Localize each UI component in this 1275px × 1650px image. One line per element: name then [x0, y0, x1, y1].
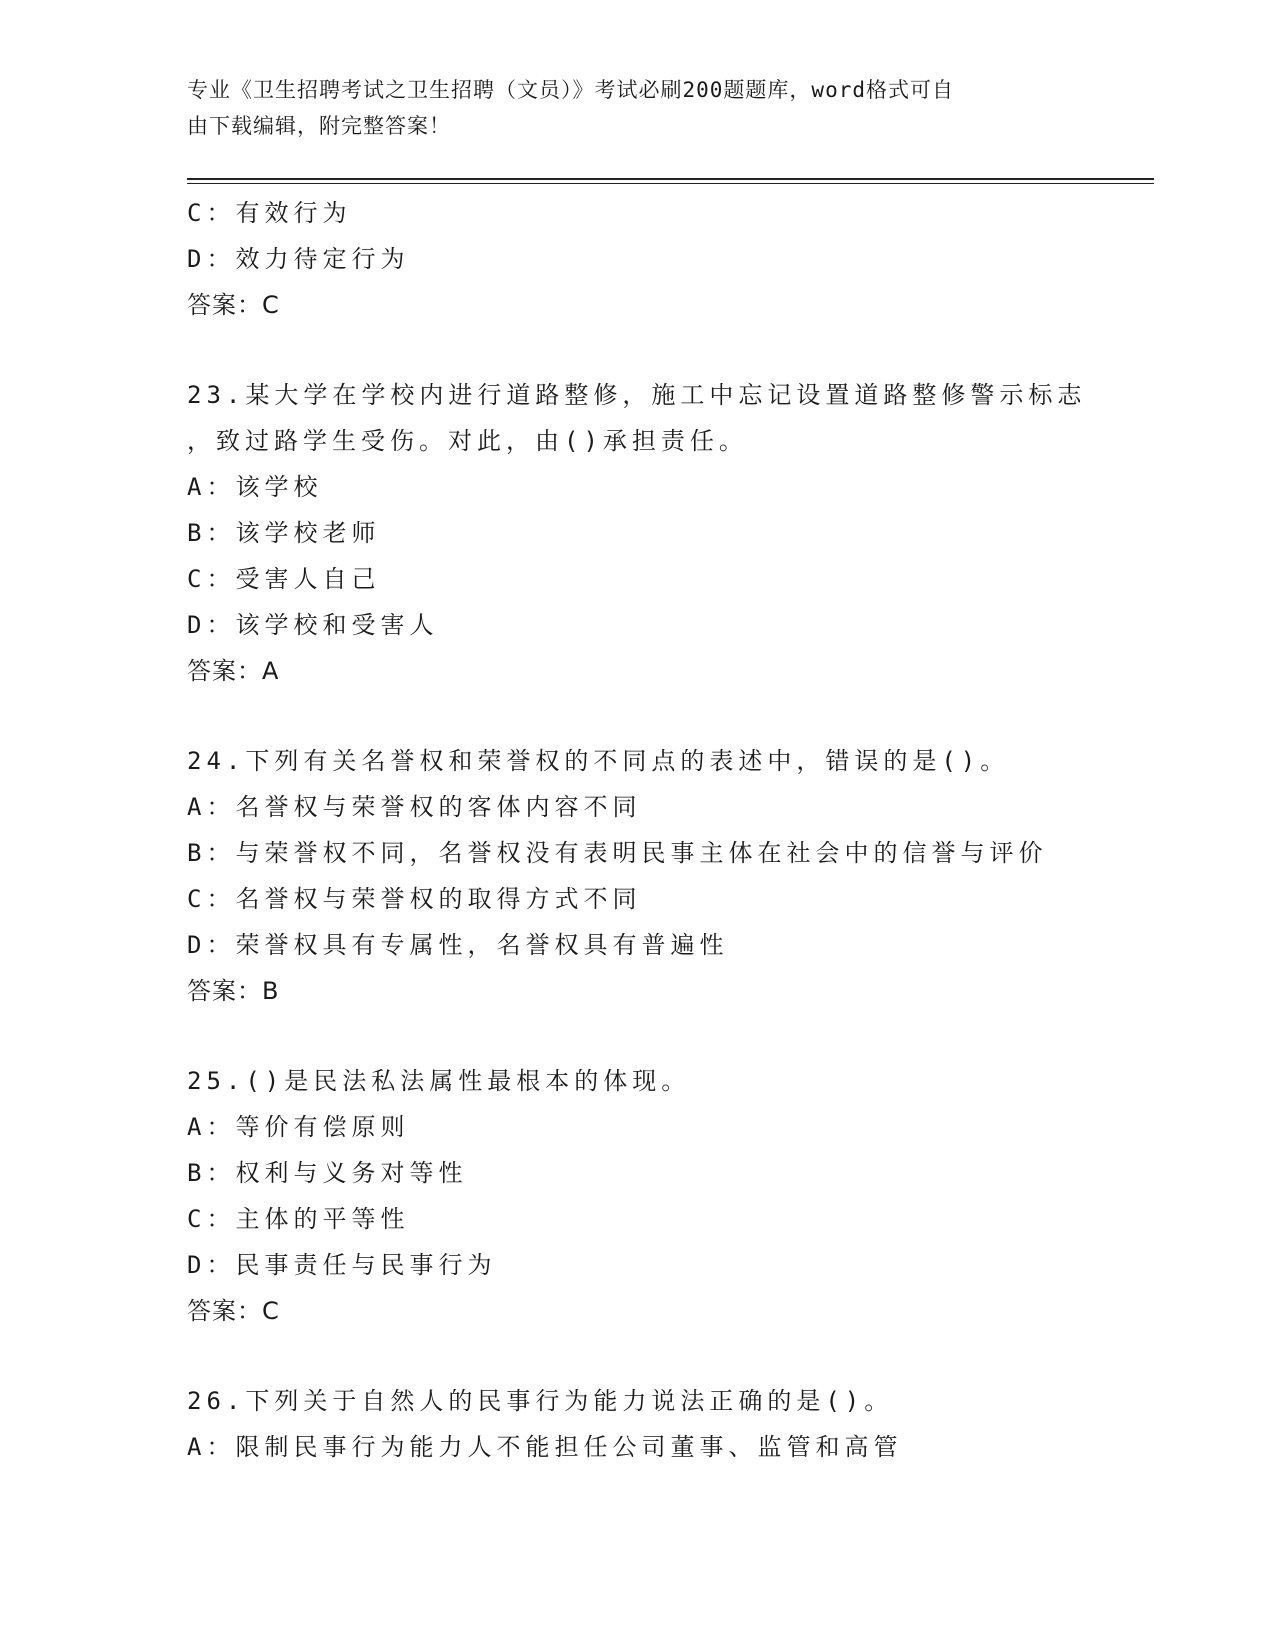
- answer: 答案：B: [187, 977, 280, 1005]
- question-24: [187, 738, 1137, 1014]
- question-22-continuation: [187, 190, 1137, 328]
- question-stem: 25.()是民法私法属性最根本的体现。: [187, 1067, 691, 1095]
- answer: 答案：C: [187, 291, 280, 319]
- option-b: B：权利与义务对等性: [187, 1159, 468, 1187]
- question-stem: 26.下列关于自然人的民事行为能力说法正确的是()。: [187, 1387, 894, 1415]
- header-line-1: 专业《卫生招聘考试之卫生招聘（文员）》考试必刷200题题库，word格式可自: [187, 78, 954, 102]
- option-b: B：与荣誉权不同，名誉权没有表明民事主体在社会中的信誉与评价: [187, 839, 1048, 867]
- header-line-2: 由下载编辑，附完整答案！: [187, 114, 451, 138]
- question-25: [187, 1058, 1137, 1334]
- option-d: D：民事责任与民事行为: [187, 1251, 497, 1279]
- header-divider-thick: [187, 178, 1154, 180]
- option-d: D：效力待定行为: [187, 245, 410, 273]
- option-c: C：有效行为: [187, 199, 352, 227]
- option-c: C：名誉权与荣誉权的取得方式不同: [187, 885, 642, 913]
- option-a: A：名誉权与荣誉权的客体内容不同: [187, 793, 642, 821]
- answer: 答案：C: [187, 1297, 280, 1325]
- question-26: [187, 1378, 1137, 1470]
- option-a: A：限制民事行为能力人不能担任公司董事、监管和高管: [187, 1433, 903, 1461]
- option-a: A：该学校: [187, 473, 323, 501]
- document-header: [187, 72, 1067, 144]
- option-c: C：受害人自己: [187, 565, 381, 593]
- option-b: B：该学校老师: [187, 519, 381, 547]
- option-d: D：该学校和受害人: [187, 611, 439, 639]
- option-c: C：主体的平等性: [187, 1205, 410, 1233]
- question-stem: 24.下列有关名誉权和荣誉权的不同点的表述中，错误的是()。: [187, 747, 1010, 775]
- option-d: D：荣誉权具有专属性，名誉权具有普遍性: [187, 931, 729, 959]
- header-divider-thin: [187, 183, 1154, 184]
- question-stem: 23.某大学在学校内进行道路整修，施工中忘记设置道路整修警示标志: [187, 381, 1087, 409]
- question-stem: ，致过路学生受伤。对此，由()承担责任。: [187, 427, 748, 455]
- question-23: [187, 372, 1137, 694]
- answer: 答案：A: [187, 657, 280, 685]
- document-body: [187, 190, 1137, 1470]
- option-a: A：等价有偿原则: [187, 1113, 410, 1141]
